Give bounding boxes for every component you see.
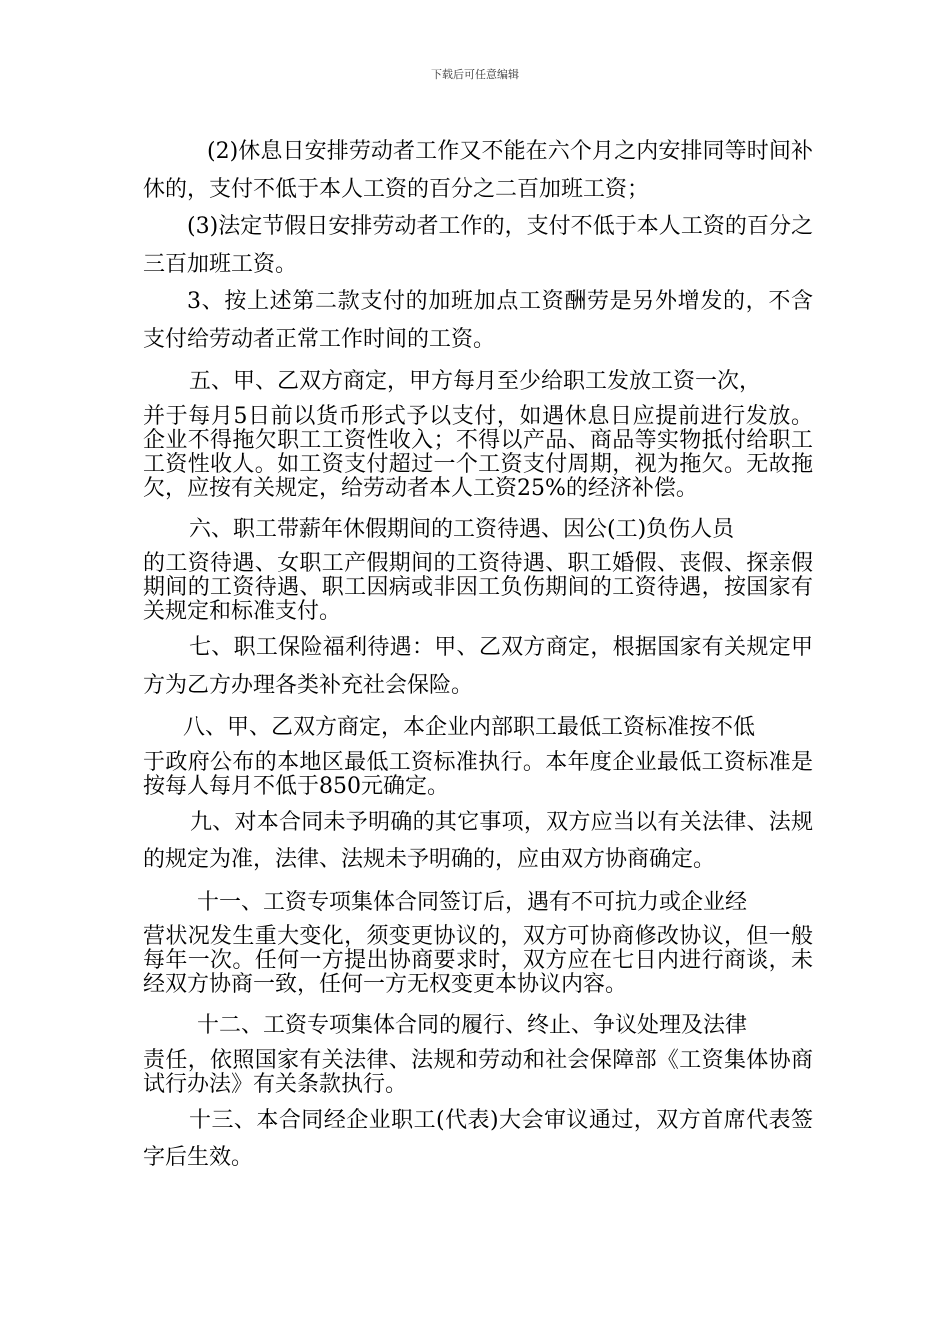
paragraph-effective: 十三、本合同经企业职工(代表)大会审议通过，双方首席代表签字后生效。 <box>143 1107 813 1170</box>
paragraph-minimum-wage <box>143 709 813 799</box>
page-header: 下载后可任意编辑 <box>431 68 519 81</box>
paragraph-liability <box>143 1007 813 1097</box>
paragraph-first-line: 十一、工资专项集体合同签订后，遇有不可抗力或企业经 <box>197 889 748 915</box>
paragraph-leave-wages <box>143 511 813 625</box>
paragraph-overtime-holiday: (3)法定节假日安排劳动者工作的，支付不低于本人工资的百分之三百加班工资。 <box>143 214 813 277</box>
paragraph-overtime-rest-day: (2)休息日安排劳动者工作又不能在六个月之内安排同等时间补休的，支付不低于本人工资的百分之二百加班工资； <box>143 139 813 202</box>
paragraph-other-matters: 九、对本合同未予明确的其它事项，双方应当以有关法律、法规的规定为准，法律、法规未予明确的，应由双方协商确定。 <box>143 809 813 872</box>
paragraph-continuation: 的工资待遇、女职工产假期间的工资待遇、职工婚假、丧假、探亲假期间的工资待遇、职工因病或非因工负伤期间的工资待遇，按国家有关规定和标准支付。 <box>143 551 813 624</box>
paragraph-first-line: 六、职工带薪年休假期间的工资待遇、因公(工)负伤人员 <box>189 516 735 542</box>
paragraph-continuation: 责任，依照国家有关法律、法规和劳动和社会保障部《工资集体协商试行办法》有关条款执行。 <box>143 1047 813 1097</box>
paragraph-insurance: 七、职工保险福利待遇：甲、乙双方商定，根据国家有关规定甲方为乙方办理各类补充社会保险。 <box>143 635 813 698</box>
paragraph-wage-payment <box>143 363 813 501</box>
paragraph-first-line: 五、甲、乙双方商定，甲方每月至少给职工发放工资一次， <box>189 369 762 394</box>
document-body <box>143 133 813 1177</box>
paragraph-continuation: 于政府公布的本地区最低工资标准执行。本年度企业最低工资标准是按每人每月不低于850元确定。 <box>143 749 813 799</box>
paragraph-extra-pay: 3、按上述第二款支付的加班加点工资酬劳是另外增发的，不含支付给劳动者正常工作时间的工资。 <box>143 289 813 352</box>
paragraph-continuation: 并于每月5日前以货币形式予以支付，如遇休息日应提前进行发放。企业不得拖欠职工工资性收入；不得以产品、商品等实物抵付给职工工资性收人。如工资支付超过一个工资支付周期，视为拖欠。无故拖欠，应按有关规定，给劳动者本人工资25%的经济补偿。 <box>143 403 813 501</box>
paragraph-contract-change <box>143 884 813 998</box>
paragraph-continuation: 营状况发生重大变化，须变更协议的，双方可协商修改协议，但一般每年一次。任何一方提出协商要求时，双方应在七日内进行商谈，未经双方协商一致，任何一方无权变更本协议内容。 <box>143 924 813 997</box>
paragraph-first-line: 八、甲、乙双方商定，本企业内部职工最低工资标准按不低 <box>183 715 756 740</box>
paragraph-first-line: 十二、工资专项集体合同的履行、终止、争议处理及法律 <box>197 1013 748 1038</box>
